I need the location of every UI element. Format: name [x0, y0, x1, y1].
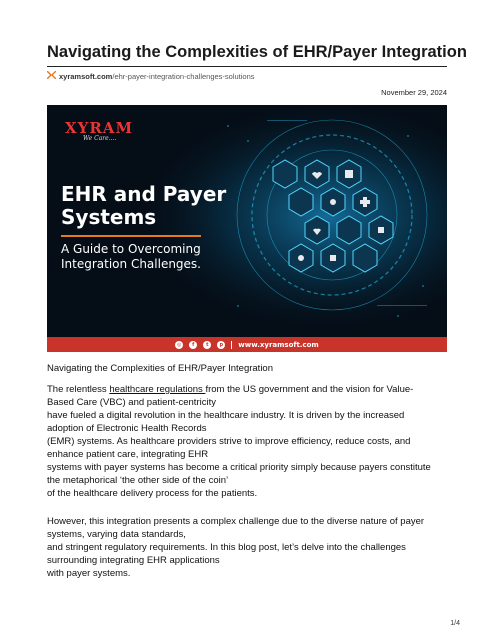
para1-line1: The relentless healthcare regulations from the US government and the vision for Value- [47, 384, 414, 395]
pinterest-icon: p [217, 341, 225, 349]
hero-subtitle-line1: A Guide to Overcoming [61, 242, 201, 256]
hero-subtitle [61, 242, 261, 272]
para1-line3: have fueled a digital revolution in the healthcare industry. It is driven by the increased [47, 410, 405, 421]
source-domain[interactable]: xyramsoft.com [59, 71, 113, 81]
para1-line2: Based Care (VBC) and patient-centricity [47, 397, 216, 408]
facebook-icon: f [189, 341, 197, 349]
hero-title-line2: Systems [61, 205, 157, 229]
source-line[interactable] [47, 71, 255, 81]
brand-logo: XYRAM [65, 119, 134, 137]
hero-image [47, 105, 447, 352]
title-divider [47, 66, 447, 67]
para2-line4: surrounding integrating EHR applications [47, 555, 220, 566]
para1-line8: the metaphorical ‘the other side of the coin’ [47, 475, 229, 486]
para1-line7: systems with payer systems has become a critical priority simply because payers constitute [47, 462, 431, 473]
hero-website: www.xyramsoft.com [238, 340, 319, 349]
publish-date: November 29, 2024 [381, 88, 447, 97]
page-title: Navigating the Complexities of EHR/Payer Integration [47, 43, 467, 61]
page-number: 1/4 [450, 620, 460, 627]
para2-line2: systems, varying data standards, [47, 529, 186, 540]
site-favicon-icon [47, 71, 56, 81]
source-path[interactable]: /ehr-payer-integration-challenges-solutions [112, 71, 255, 81]
footer-separator [231, 341, 232, 349]
para2-line1: However, this integration presents a complex challenge due to the diverse nature of payer [47, 516, 425, 527]
hero-title-line1: EHR and Payer [61, 182, 227, 206]
para2-line5: with payer systems. [47, 568, 131, 579]
healthcare-regulations-link[interactable]: healthcare regulations [109, 384, 206, 395]
paragraph-1 [47, 383, 452, 500]
hero-accent-line [61, 235, 201, 237]
paragraph-2 [47, 515, 452, 580]
hero-title [61, 183, 281, 229]
image-caption: Navigating the Complexities of EHR/Payer Integration [47, 363, 274, 374]
para1-line6: enhance patient care, integrating EHR [47, 449, 209, 460]
hero-footer-bar [47, 337, 447, 352]
hero-subtitle-line2: Integration Challenges. [61, 257, 201, 271]
twitter-icon: t [203, 341, 211, 349]
para1-line9: of the healthcare delivery process for the patients. [47, 488, 258, 499]
para1-line5: (EMR) systems. As healthcare providers strive to improve efficiency, reduce costs, and [47, 436, 411, 447]
para2-line3: and stringent regulatory requirements. In this blog post, let’s delve into the challenges [47, 542, 406, 553]
brand-tagline: We Care.... [83, 135, 117, 142]
instagram-icon: ◎ [177, 341, 182, 348]
para1-line4: adoption of Electronic Health Records [47, 423, 207, 434]
